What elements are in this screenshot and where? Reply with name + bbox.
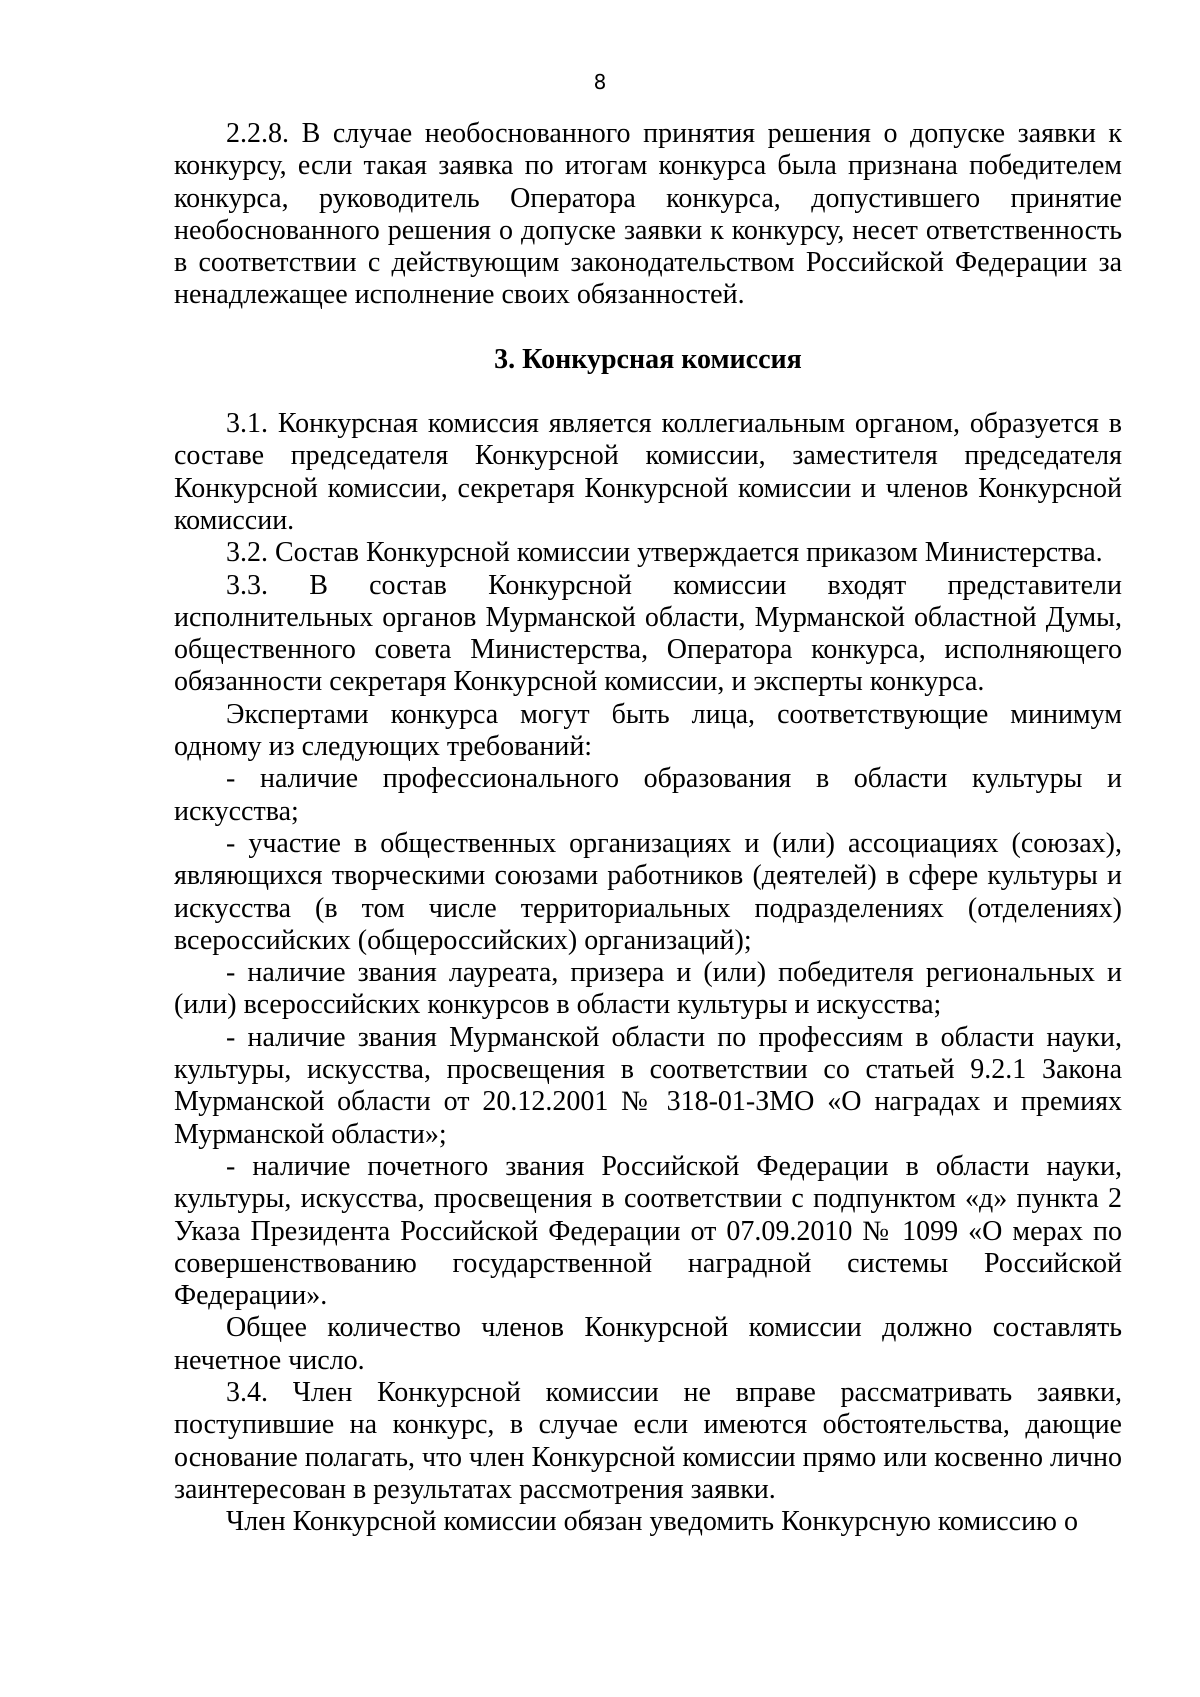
list-item-associations: - участие в общественных организациях и (или) ассоциациях (союзах), являющихся творческими союзами работников (деятелей) в сфере культуры и искусства (в том числе территориальных подразделениях (отделениях) всероссийских (общероссийских) организаций); bbox=[174, 827, 1122, 956]
list-item-education: - наличие профессионального образования в области культуры и искусства; bbox=[174, 763, 1122, 827]
paragraph-experts-intro: Экспертами конкурса могут быть лица, соответствующие минимум одному из следующих требований: bbox=[174, 698, 1122, 763]
section-title: 3. Конкурсная комиссия bbox=[494, 343, 802, 375]
document-body bbox=[174, 118, 1122, 1538]
paragraph-3-1: 3.1. Конкурсная комиссия является коллегиальным органом, образуется в составе председателя Конкурсной комиссии, заместителя председателя Конкурсной комиссии, секретаря Конкурсной комиссии и членов Конкурсной комиссии. bbox=[174, 408, 1122, 536]
paragraph-odd-number: Общее количество членов Конкурсной комиссии должно составлять нечетное число. bbox=[174, 1312, 1122, 1376]
paragraph-3-2: 3.2. Состав Конкурсной комиссии утверждается приказом Министерства. bbox=[226, 537, 1103, 569]
paragraph-2-2-8: 2.2.8. В случае необоснованного принятия решения о допуске заявки к конкурсу, если такая заявка по итогам конкурса была признана победителем конкурса, руководитель Оператора конкурса, допустившего принятие необоснованного решения о допуске заявки к конкурсу, несет ответственность в соответствии с действующим законодательством Российской Федерации за ненадлежащее исполнение своих обязанностей. bbox=[174, 118, 1122, 311]
list-item-laureate: - наличие звания лауреата, призера и (или) победителя региональных и (или) всероссийских конкурсов в области культуры и искусства; bbox=[174, 957, 1122, 1021]
paragraph-notify: Член Конкурсной комиссии обязан уведомить Конкурсную комиссию о bbox=[226, 1506, 1078, 1538]
list-item-federal-title: - наличие почетного звания Российской Федерации в области науки, культуры, искусства, просвещения в соответствии с подпунктом «д» пункта 2 Указа Президента Российской Федерации от 07.09.2010 № 1099 «О мерах по совершенствованию государственной наградной системы Российской Федерации». bbox=[174, 1150, 1122, 1312]
list-item-regional-title: - наличие звания Мурманской области по профессиям в области науки, культуры, искусства, просвещения в соответствии со статьей 9.2.1 Закона Мурманской области от 20.12.2001 № 318-01-ЗМО «О наградах и премиях Мурманской области»; bbox=[174, 1021, 1122, 1150]
page-number: 8 bbox=[593, 70, 607, 94]
paragraph-3-4: 3.4. Член Конкурсной комиссии не вправе рассматривать заявки, поступившие на конкурс, в случае если имеются обстоятельства, дающие основание полагать, что член Конкурсной комиссии прямо или косвенно лично заинтересован в результатах рассмотрения заявки. bbox=[174, 1376, 1122, 1505]
paragraph-3-3: 3.3. В состав Конкурсной комиссии входят представители исполнительных органов Мурманской области, Мурманской областной Думы, общественного совета Министерства, Оператора конкурса, исполняющего обязанности секретаря Конкурсной комиссии, и эксперты конкурса. bbox=[174, 569, 1122, 698]
